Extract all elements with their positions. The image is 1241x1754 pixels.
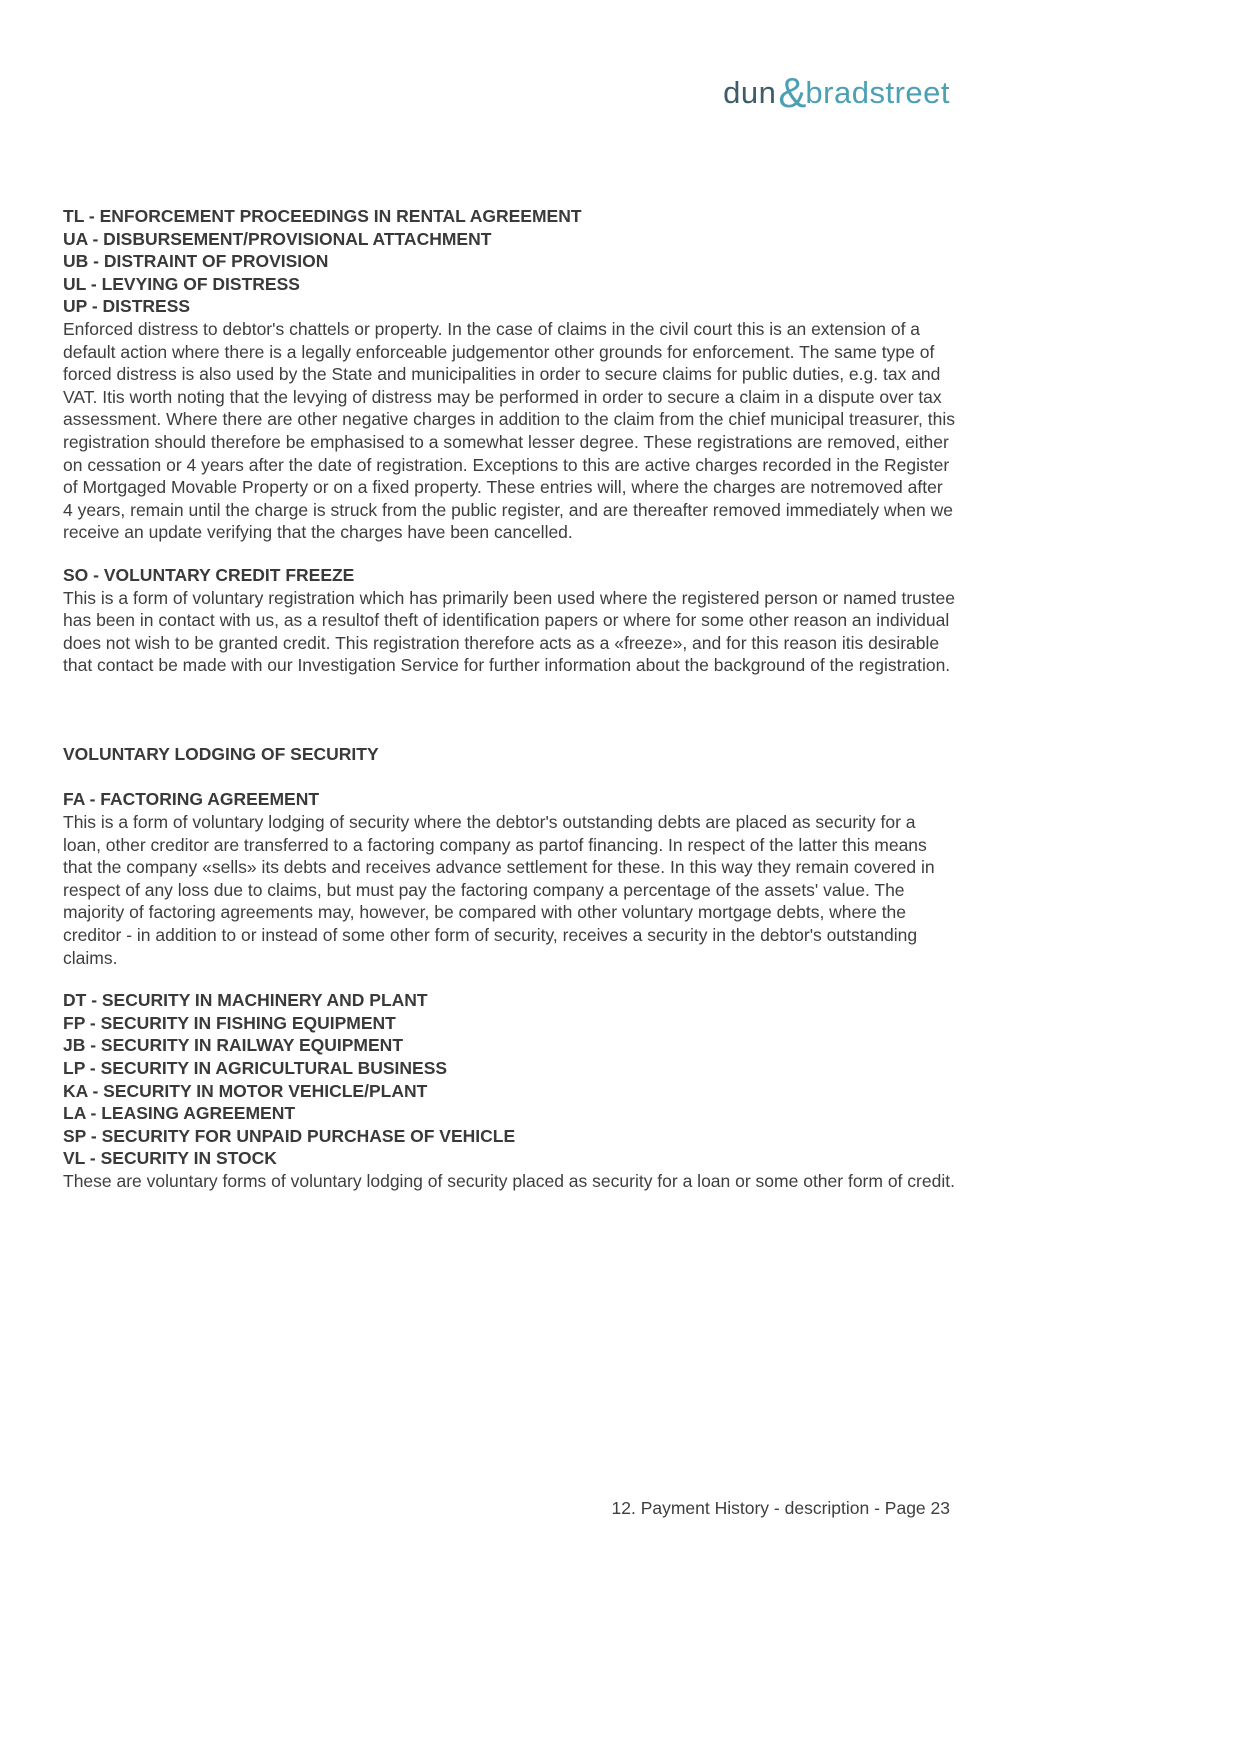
heading-up-distress: UP - DISTRESS [63,296,191,317]
heading-dt-machinery-plant: DT - SECURITY IN MACHINERY AND PLANT [63,990,428,1011]
paragraph-voluntary-security: These are voluntary forms of voluntary lodging of security placed as security for a loan or some other form of credit. [63,1170,955,1191]
paragraph-credit-freeze: This is a form of voluntary registration which has primarily been used where the registered person or named trustee has been in contact with us, as a resultof theft of identification papers or where for some other reason an individual does not wish to be granted credit. This registration therefore acts as a «freeze», and for this reason itis desirable that contact be made with our Investigation Service for further information about the background of the registration. [63,587,955,676]
heading-tl-enforcement-proceedings: TL - ENFORCEMENT PROCEEDINGS IN RENTAL AGREEMENT [63,206,582,226]
heading-ul-levying-distress: UL - LEVYING OF DISTRESS [63,273,300,294]
heading-lp-agricultural-business: LP - SECURITY IN AGRICULTURAL BUSINESS [63,1058,448,1078]
heading-ua-disbursement: UA - DISBURSEMENT/PROVISIONAL ATTACHMENT [63,228,492,249]
heading-sp-unpaid-purchase-vehicle: SP - SECURITY FOR UNPAID PURCHASE OF VEHICLE [63,1125,516,1146]
logo-ampersand-icon: & [778,69,807,116]
dnb-logo [723,68,950,116]
footer-text: 12. Payment History - description - Page 23 [611,1498,950,1518]
document-content [63,205,955,1193]
page-footer [612,1498,951,1519]
heading-voluntary-lodging-of-security: VOLUNTARY LODGING OF SECURITY [63,743,379,764]
paragraph-enforced-distress: Enforced distress to debtor's chattels or property. In the case of claims in the civil court this is an extension of a default action where there is a legally enforceable judgementor other grounds for enforcement. The same type of forced distress is also used by the State and municipalities in order to secure claims for public duties, e.g. tax and VAT. Itis worth noting that the levying of distress may be performed in order to secure a claim in a dispute over tax assessment. Where there are other negative charges in addition to the claim from the chief municipal treasurer, this registration should therefore be emphasised to a somewhat lesser degree. These registrations are removed, either on cessation or 4 years after the date of registration. Exceptions to this are active charges recorded in the Register of Mortgaged Movable Property or on a fixed property. These entries will, where the charges are notremoved after 4 years, remain until the charge is struck from the public register, and are thereafter removed immediately when we receive an update verifying that the charges have been cancelled. [63,318,955,543]
heading-so-voluntary-credit-freeze: SO - VOLUNTARY CREDIT FREEZE [63,564,355,585]
heading-la-leasing-agreement: LA - LEASING AGREEMENT [63,1103,296,1124]
heading-fa-factoring-agreement: FA - FACTORING AGREEMENT [63,789,320,810]
heading-fp-fishing-equipment: FP - SECURITY IN FISHING EQUIPMENT [63,1012,396,1033]
enforcement-heading-group [63,205,955,318]
heading-ka-motor-vehicle-plant: KA - SECURITY IN MOTOR VEHICLE/PLANT [63,1080,428,1101]
heading-vl-security-in-stock: VL - SECURITY IN STOCK [63,1148,277,1169]
paragraph-factoring: This is a form of voluntary lodging of security where the debtor's outstanding debts are placed as security for a loan, other creditor are transferred to a factoring company as partof financing. In respect of the latter this means that the company «sells» its debts and receives advance settlement for these. In this way they remain covered in respect of any loss due to claims, but must pay the factoring company a percentage of the assets' value. The majority of factoring agreements may, however, be compared with other voluntary mortgage debts, where the creditor - in addition to or instead of some other form of security, receives a security in the debtor's outstanding claims. [63,812,935,968]
logo-text-bradstreet: bradstreet [805,75,950,110]
security-heading-group [63,989,955,1170]
heading-jb-railway-equipment: JB - SECURITY IN RAILWAY EQUIPMENT [63,1035,404,1056]
heading-ub-distraint: UB - DISTRAINT OF PROVISION [63,251,329,272]
logo-text-dun: dun [723,75,777,110]
